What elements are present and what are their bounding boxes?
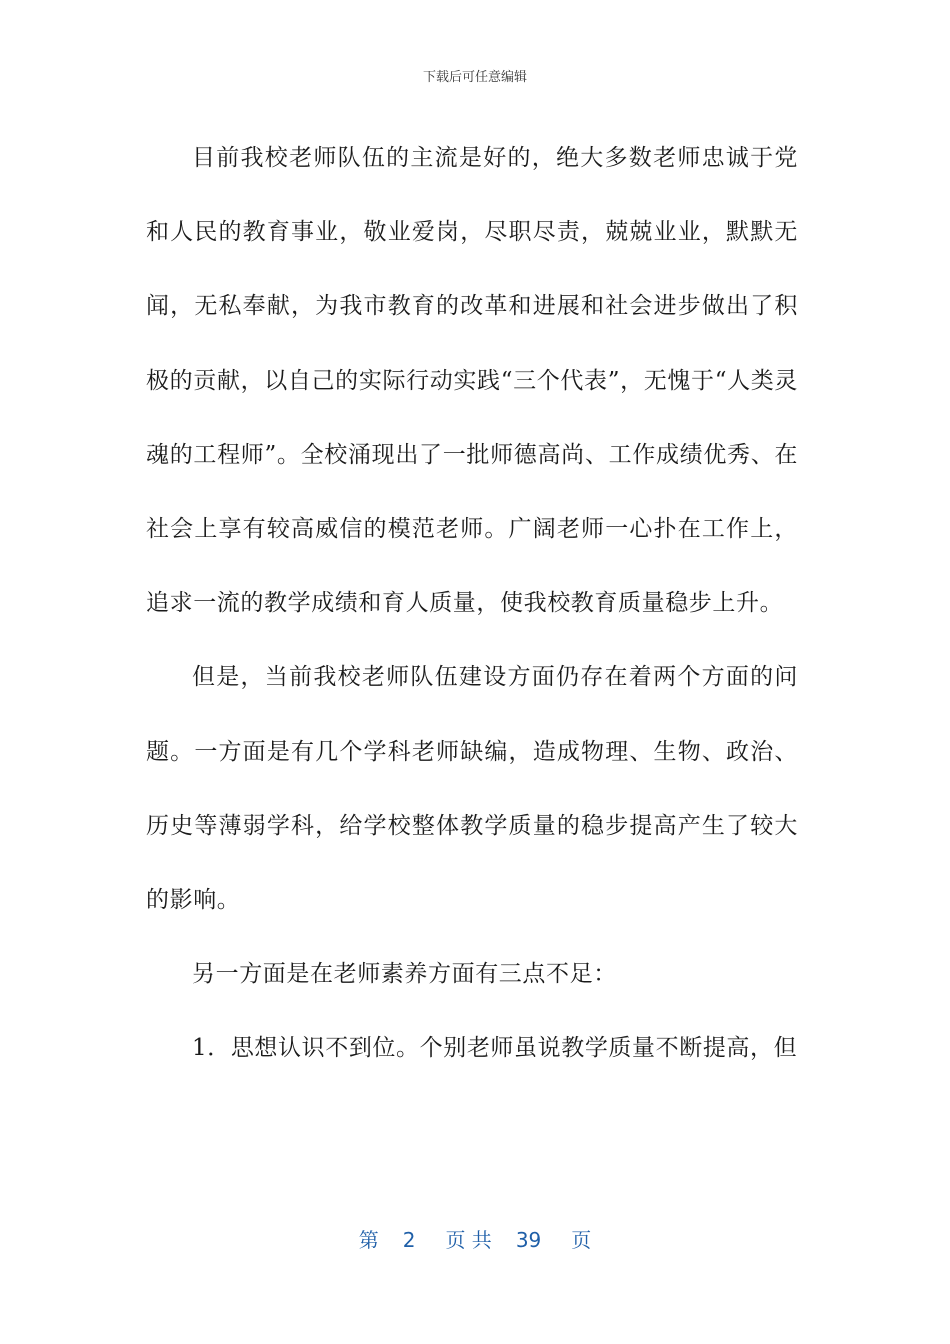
footer-page-number: 2: [402, 1228, 416, 1252]
paragraph-quality-shortcomings: 另一方面是在老师素养方面有三点不足：: [192, 961, 617, 988]
footer-prefix: 第: [358, 1228, 379, 1252]
document-body: [146, 121, 798, 1086]
page-footer: [0, 1224, 950, 1253]
page-header-note: 下载后可任意编辑: [422, 70, 527, 85]
paragraph-existing-problems: 但是，当前我校老师队伍建设方面仍存在着两个方面的问题。一方面是有几个学科老师缺编，造成物理、生物、政治、历史等薄弱学科，给学校整体教学质量的稳步提高产生了较大的影响。: [146, 664, 798, 914]
footer-middle: 页 共: [445, 1228, 492, 1252]
footer-suffix: 页: [571, 1228, 592, 1252]
footer-total-pages: 39: [515, 1228, 542, 1252]
list-item-1: 1．思想认识不到位。个别老师虽说教学质量不断提高，但: [192, 1035, 798, 1062]
paragraph-teacher-team-mainstream: 目前我校老师队伍的主流是好的，绝大多数老师忠诚于党和人民的教育事业，敬业爱岗，尽职尽责，兢兢业业，默默无闻，无私奉献，为我市教育的改革和进展和社会进步做出了积极的贡献，以自己的实际行动实践“三个代表”，无愧于“人类灵魂的工程师”。全校涌现出了一批师德高尚、工作成绩优秀、在社会上享有较高威信的模范老师。广阔老师一心扑在工作上，追求一流的教学成绩和育人质量，使我校教育质量稳步上升。: [146, 145, 798, 617]
